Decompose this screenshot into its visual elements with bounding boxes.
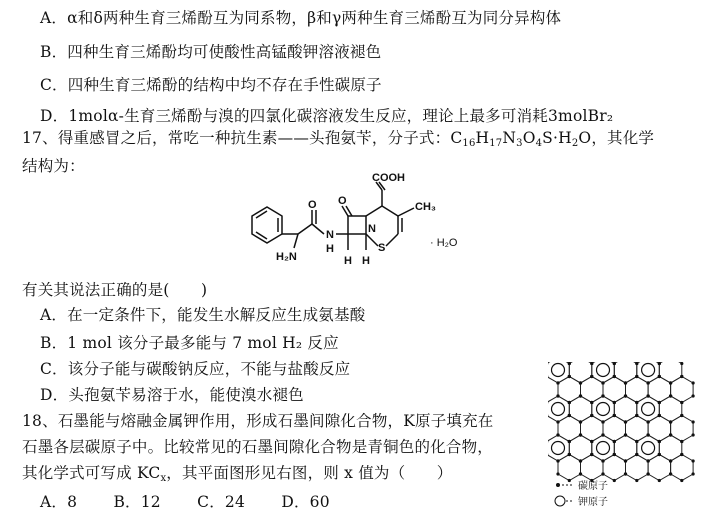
carbon-atom [669, 472, 672, 475]
q16-option-b: B．四种生育三烯酚均可使酸性高锰酸钾溶液褪色 [40, 43, 382, 61]
carbon-atom [613, 479, 616, 482]
carbon-atom [624, 381, 627, 384]
carbon-atom [556, 420, 559, 423]
carbon-hexagon [603, 455, 626, 481]
carbon-atom [647, 472, 650, 475]
q17-stem-line2: 结构为： [22, 157, 85, 175]
potassium-atom [597, 442, 610, 455]
q18-stem-line3 [22, 463, 452, 483]
carbon-atom [692, 472, 695, 475]
molecular-formula [462, 129, 654, 147]
q17-option-b: B．1 mol 该分子最多能与 7 mol H₂ 反应 [40, 334, 339, 352]
carbon-atom [692, 381, 695, 384]
carbon-hexagon [569, 362, 592, 383]
carbon-atom [658, 440, 661, 443]
carbon-atom [647, 394, 650, 397]
potassium-atom [642, 403, 655, 416]
carbon-atom [568, 479, 571, 482]
carbon-hexagon [581, 377, 604, 403]
cefalexin-structure-diagram [232, 172, 472, 276]
q16-option-c: C．四种生育三烯酚的结构中均不存在手性碳原子 [40, 76, 382, 94]
carbon-atom [635, 362, 638, 365]
sulfur-label: S [378, 242, 386, 254]
carbon-hexagon [581, 455, 604, 481]
carbon-atom [624, 472, 627, 475]
carbon-atom [658, 375, 661, 378]
potassium-atom [597, 403, 610, 416]
carbon-atom [568, 453, 571, 456]
q17-option-d: D．头孢氨苄易溶于水，能使溴水褪色 [40, 386, 304, 404]
carbon-hexagon [648, 416, 671, 442]
q17-stem [22, 128, 654, 148]
carbon-atom [692, 394, 695, 397]
carbon-atom [579, 381, 582, 384]
carbon-hexagon [569, 435, 592, 461]
q18-options [40, 492, 330, 512]
lattice-grid [548, 362, 695, 482]
amide-n-label: N [326, 229, 334, 241]
carbon-hexagon [659, 396, 682, 422]
carbon-atom [647, 420, 650, 423]
carbon-atom [590, 453, 593, 456]
carbon-atom [658, 414, 661, 417]
amine-label: H₂N [276, 251, 297, 263]
formula-part: O，其化学 [578, 129, 655, 147]
q17-stem-text: 17、得重感冒之后，常吃一种抗生素——头孢氨苄，分子式：C [22, 129, 463, 147]
carbon-atom [579, 459, 582, 462]
q18-stem-line3-post: ，其平面图形见右图，则 x 值为（ ） [166, 464, 453, 482]
carbon-atom [556, 472, 559, 475]
carbon-atom [647, 433, 650, 436]
carbon-hexagon [659, 362, 682, 383]
carbon-hexagon [603, 377, 626, 403]
q18-stem-line3-pre: 其化学式可写成 KC [22, 464, 161, 482]
carbon-atom [680, 401, 683, 404]
carbon-atom [613, 401, 616, 404]
lactam-oxygen-label: O [338, 195, 347, 207]
potassium-atom [642, 442, 655, 455]
formula-part: H [475, 129, 490, 147]
amide-nh-label: H [326, 243, 334, 255]
carbon-atom [635, 479, 638, 482]
carbon-atom [680, 479, 683, 482]
cooh-label: COOH [372, 172, 405, 184]
carbon-atom [613, 375, 616, 378]
ring-h2-label: H [362, 255, 370, 267]
carbon-hexagon [671, 416, 694, 442]
carbon-hexagon [614, 435, 637, 461]
water-label: · H₂O [430, 237, 458, 249]
carbon-atom [601, 433, 604, 436]
carbon-atom [601, 394, 604, 397]
q18-stem-line2: 石墨各层碳原子中。比较常见的石墨间隙化合物是青铜色的化合物， [22, 438, 494, 456]
graphite-lattice-figure [548, 362, 698, 510]
carbon-hexagon [626, 416, 649, 442]
carbon-atom [590, 362, 593, 365]
carbon-atom [647, 459, 650, 462]
carbon-atom [658, 479, 661, 482]
carbon-atom [692, 433, 695, 436]
carbon-hexagon [581, 416, 604, 442]
carbon-atom [556, 394, 559, 397]
q18-option-d: D．60 [281, 493, 330, 511]
carbon-atom [568, 362, 571, 365]
carbon-atom [692, 420, 695, 423]
carbon-atom [601, 381, 604, 384]
potassium-atom [552, 403, 565, 416]
q16-option-a: A．α和δ两种生育三烯酚互为同系物，β和γ两种生育三烯酚互为同分异构体 [40, 9, 562, 27]
carbon-hexagon [603, 416, 626, 442]
ring-h1-label: H [344, 255, 352, 267]
carbon-atom [613, 440, 616, 443]
q16-option-d: D．1molα-生育三烯酚与溴的四氯化碳溶液发生反应，理论上最多可消耗3molBr₂ [40, 107, 614, 125]
q18-option-a: A．8 [40, 493, 78, 511]
carbon-atom [613, 414, 616, 417]
carbon-atom [590, 414, 593, 417]
carbon-hexagon [614, 362, 637, 383]
carbon-atom [568, 414, 571, 417]
carbon-hexagon [614, 396, 637, 422]
carbon-hexagon [558, 455, 581, 481]
carbon-atom [556, 459, 559, 462]
carbon-atom [613, 362, 616, 365]
legend-potassium-label: 钾原子 [578, 497, 608, 508]
carbon-hexagon [671, 455, 694, 481]
carbon-atom [579, 433, 582, 436]
q17-prompt: 有关其说法正确的是( ) [22, 281, 208, 299]
carbon-atom [669, 420, 672, 423]
q18-stem-line1: 18、石墨能与熔融金属钾作用，形成石墨间隙化合物，K原子填充在 [22, 412, 494, 430]
carbon-atom [669, 381, 672, 384]
carbon-hexagon [626, 455, 649, 481]
q18-option-c: C．24 [197, 493, 246, 511]
carbon-atom [680, 440, 683, 443]
carbon-hexagon [648, 377, 671, 403]
legend-carbon-marker [556, 483, 560, 487]
formula-subscript: 3 [516, 138, 523, 149]
carbon-atom [635, 375, 638, 378]
carbon-atom [680, 414, 683, 417]
formula-subscript: 16 [462, 138, 476, 149]
potassium-atom [642, 364, 655, 377]
carbon-atom [669, 394, 672, 397]
carbon-atom [590, 375, 593, 378]
potassium-atom [552, 442, 565, 455]
carbon-atom [624, 420, 627, 423]
carbon-atom [579, 394, 582, 397]
carbon-atom [613, 453, 616, 456]
carbon-atom [590, 401, 593, 404]
carbon-atom [680, 362, 683, 365]
carbon-hexagon [648, 455, 671, 481]
carbon-hexagon [569, 396, 592, 422]
carbon-atom [601, 459, 604, 462]
legend-carbon-label: 碳原子 [578, 481, 608, 492]
carbon-atom [556, 381, 559, 384]
carbon-atom [624, 394, 627, 397]
carbon-atom [658, 401, 661, 404]
carbon-atom [590, 440, 593, 443]
carbon-atom [635, 401, 638, 404]
carbon-hexagon [626, 377, 649, 403]
carbon-atom [601, 472, 604, 475]
carbon-atom [556, 433, 559, 436]
carbon-atom [579, 420, 582, 423]
carbon-hexagon [558, 416, 581, 442]
beta-lactam-ring [348, 216, 366, 234]
carbon-atom [658, 453, 661, 456]
formula-part: O [522, 129, 536, 147]
potassium-atom [597, 364, 610, 377]
ch3-label: CH₃ [415, 201, 436, 213]
formula-part: S·H [542, 129, 572, 147]
carbon-atom [568, 375, 571, 378]
carbon-atom [658, 362, 661, 365]
lattice-legend [555, 479, 608, 508]
carbon-atom [680, 453, 683, 456]
q17-option-a: A．在一定条件下，能发生水解反应生成氨基酸 [40, 306, 366, 324]
carbon-atom [647, 381, 650, 384]
carbon-atom [624, 433, 627, 436]
carbon-atom [624, 459, 627, 462]
q17-option-c: C．该分子能与碳酸钠反应，不能与盐酸反应 [40, 360, 351, 378]
carbon-atom [568, 440, 571, 443]
carbon-atom [635, 414, 638, 417]
formula-subscript: 2 [571, 138, 579, 149]
ring-n-label: N [368, 223, 376, 235]
legend-potassium-marker [555, 496, 565, 506]
carbon-atom [635, 440, 638, 443]
carbon-atom [669, 433, 672, 436]
carbon-atom [601, 420, 604, 423]
q18-option-b: B．12 [113, 493, 161, 511]
amide-oxygen-label: O [308, 199, 317, 211]
potassium-atom [552, 364, 565, 377]
formula-subscript: 4 [535, 138, 543, 149]
q18-stem-line3-sub: x [160, 473, 167, 484]
carbon-atom [579, 472, 582, 475]
carbon-hexagon [659, 435, 682, 461]
formula-part: N [502, 129, 517, 147]
carbon-atom [568, 401, 571, 404]
carbon-atom [692, 459, 695, 462]
formula-subscript: 17 [489, 138, 503, 149]
carbon-atom [669, 459, 672, 462]
carbon-hexagon [558, 377, 581, 403]
carbon-atom [635, 453, 638, 456]
carbon-atom [680, 375, 683, 378]
carbon-hexagon [671, 377, 694, 403]
